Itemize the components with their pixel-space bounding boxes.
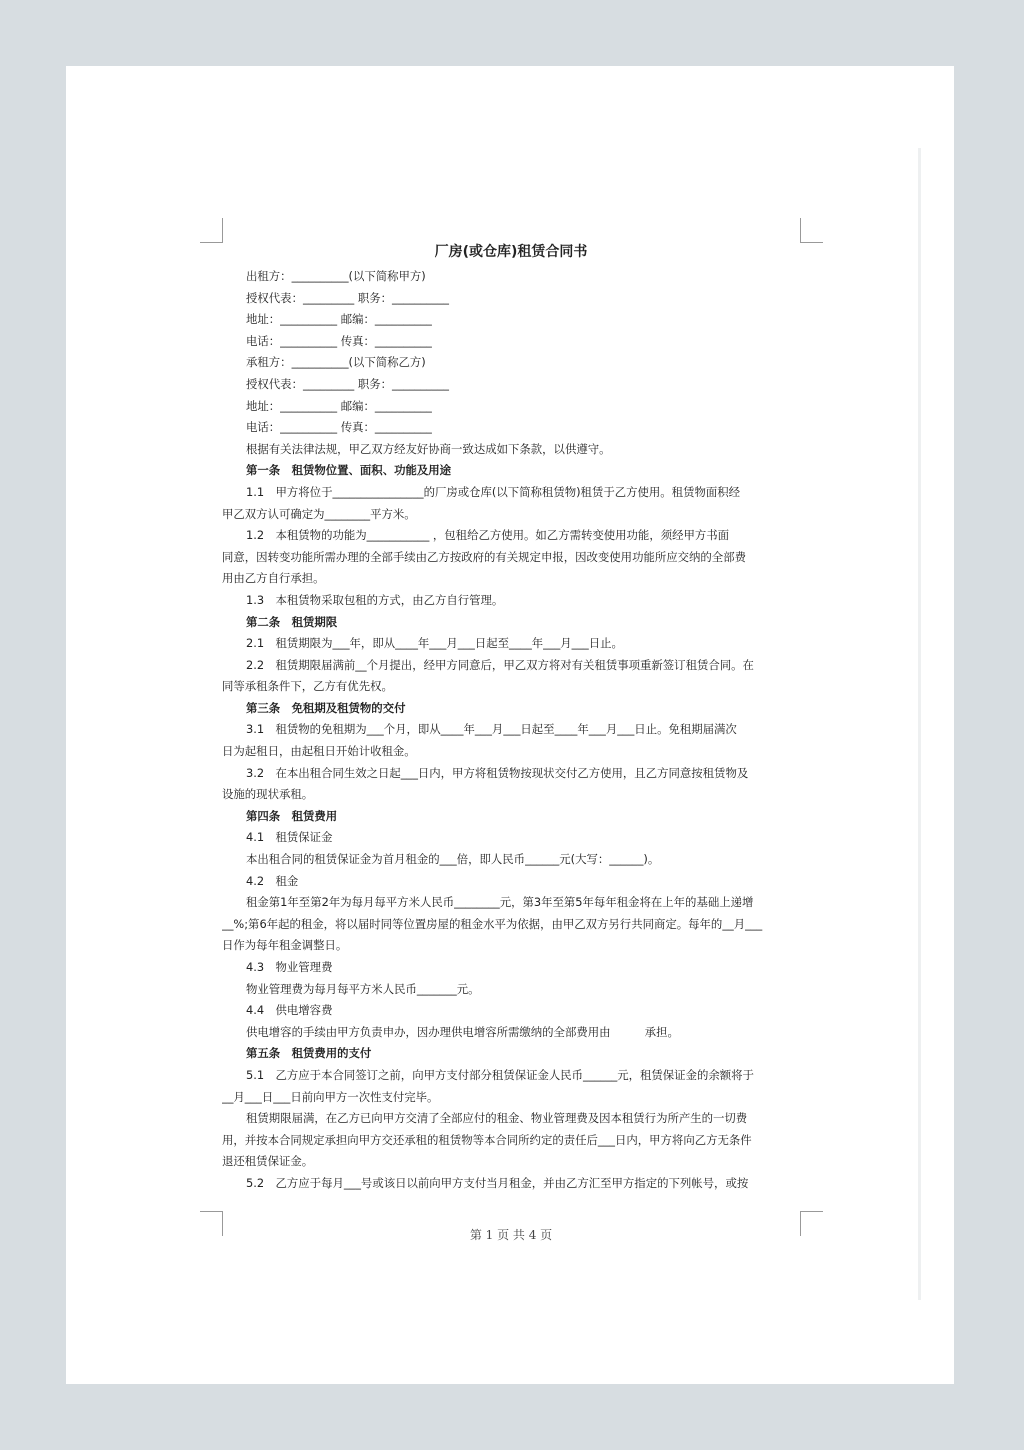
text-line: __月___日___日前向甲方一次性支付完毕。 — [222, 1089, 439, 1104]
document-title: 厂房(或仓库)租赁合同书 — [434, 244, 588, 260]
text-line: 2.1 租赁期限为___年，即从____年___月___日起至____年___月___日止。 — [246, 636, 623, 651]
section-heading: 第四条 租赁费用 — [246, 808, 338, 823]
text-line: 授权代表：_________ 职务：__________ — [246, 290, 449, 305]
text-line: 3.1 租赁物的免租期为___个月，即从____年___月___日起至____年___月___日止。免租期届满次 — [246, 722, 737, 737]
crop-mark-top-right — [800, 218, 823, 243]
section-heading: 第一条 租赁物位置、面积、功能及用途 — [246, 463, 452, 478]
text-line: 租金第1年至第2年为每月每平方米人民币________元，第3年至第5年每年租金将在上年的基础上递增 — [246, 895, 754, 910]
text-line: 供电增容的手续由甲方负责申办，因办理供电增容所需缴纳的全部费用由 承担。 — [246, 1024, 679, 1039]
text-line: 用，并按本合同规定承担向甲方交还承租的租赁物等本合同所约定的责任后___日内，甲方将向乙方无条件 — [222, 1132, 752, 1147]
page-footer: 第 1 页 共 4 页 — [469, 1228, 553, 1242]
crop-mark-bottom-left — [200, 1211, 223, 1236]
text-line: 租赁期限届满，在乙方已向甲方交清了全部应付的租金、物业管理费及因本租赁行为所产生的一切费 — [246, 1111, 748, 1126]
text-line: 1.1 甲方将位于________________的厂房或仓库(以下简称租赁物)租赁于乙方使用。租赁物面积经 — [246, 484, 741, 499]
crop-mark-bottom-right — [800, 1211, 823, 1236]
text-line: 同意，因转变功能所需办理的全部手续由乙方按政府的有关规定申报，因改变使用功能所应交纳的全部费 — [222, 549, 746, 564]
text-line: 同等承租条件下，乙方有优先权。 — [222, 679, 393, 694]
text-line: 日作为每年租金调整日。 — [222, 938, 348, 953]
text-line: 退还租赁保证金。 — [222, 1154, 314, 1169]
section-heading: 第三条 免租期及租赁物的交付 — [246, 700, 406, 715]
text-line: 甲乙双方认可确定为________平方米。 — [222, 506, 416, 521]
text-line: 本出租合同的租赁保证金为首月租金的___倍，即人民币______元(大写：______)。 — [246, 852, 660, 867]
text-line: __%;第6年起的租金，将以届时同等位置房屋的租金水平为依据，由甲乙双方另行共同商定。每年的__月___ — [222, 916, 763, 931]
text-line: 承租方：__________(以下简称乙方) — [246, 355, 426, 370]
text-line: 5.2 乙方应于每月___号或该日以前向甲方支付当月租金，并由乙方汇至甲方指定的下列帐号，或按 — [246, 1175, 749, 1190]
text-line: 用由乙方自行承担。 — [222, 571, 325, 586]
page-edge-shadow — [918, 148, 921, 1300]
text-line: 1.2 本租赁物的功能为___________ ，包租给乙方使用。如乙方需转变使用功能，须经甲方书面 — [246, 528, 730, 543]
text-line: 根据有关法律法规，甲乙双方经友好协商一致达成如下条款，以供遵守。 — [246, 441, 611, 456]
text-line: 5.1 乙方应于本合同签订之前，向甲方支付部分租赁保证金人民币______元，租赁保证金的余额将于 — [246, 1067, 754, 1082]
document-body — [222, 238, 800, 1195]
text-line: 日为起租日，由起租日开始计收租金。 — [222, 744, 416, 759]
text-line: 出租方：__________(以下简称甲方) — [246, 269, 426, 283]
text-line: 4.2 租金 — [246, 873, 299, 888]
text-line: 4.3 物业管理费 — [246, 960, 333, 974]
text-line: 1.3 本租赁物采取包租的方式，由乙方自行管理。 — [246, 592, 504, 607]
section-heading: 第五条 租赁费用的支付 — [246, 1046, 372, 1061]
text-line: 设施的现状承租。 — [222, 787, 314, 802]
text-line: 4.4 供电增容费 — [246, 1003, 333, 1018]
text-line: 地址：__________ 邮编：__________ — [246, 398, 432, 413]
text-line: 2.2 租赁期限届满前__个月提出，经甲方同意后，甲乙双方将对有关租赁事项重新签订租赁合同。在 — [246, 657, 754, 672]
text-line: 3.2 在本出租合同生效之日起___日内，甲方将租赁物按现状交付乙方使用，且乙方同意按租赁物及 — [246, 765, 749, 780]
text-line: 电话：__________ 传真：__________ — [246, 420, 432, 435]
crop-mark-top-left — [200, 218, 223, 243]
text-line: 电话：__________ 传真：__________ — [246, 333, 432, 348]
section-heading: 第二条 租赁期限 — [246, 614, 338, 629]
text-line: 地址：__________ 邮编：__________ — [246, 312, 432, 327]
text-line: 4.1 租赁保证金 — [246, 830, 333, 845]
text-line: 授权代表：_________ 职务：__________ — [246, 376, 449, 391]
text-line: 物业管理费为每月每平方米人民币_______元。 — [246, 981, 480, 996]
document-lines — [222, 266, 800, 1195]
